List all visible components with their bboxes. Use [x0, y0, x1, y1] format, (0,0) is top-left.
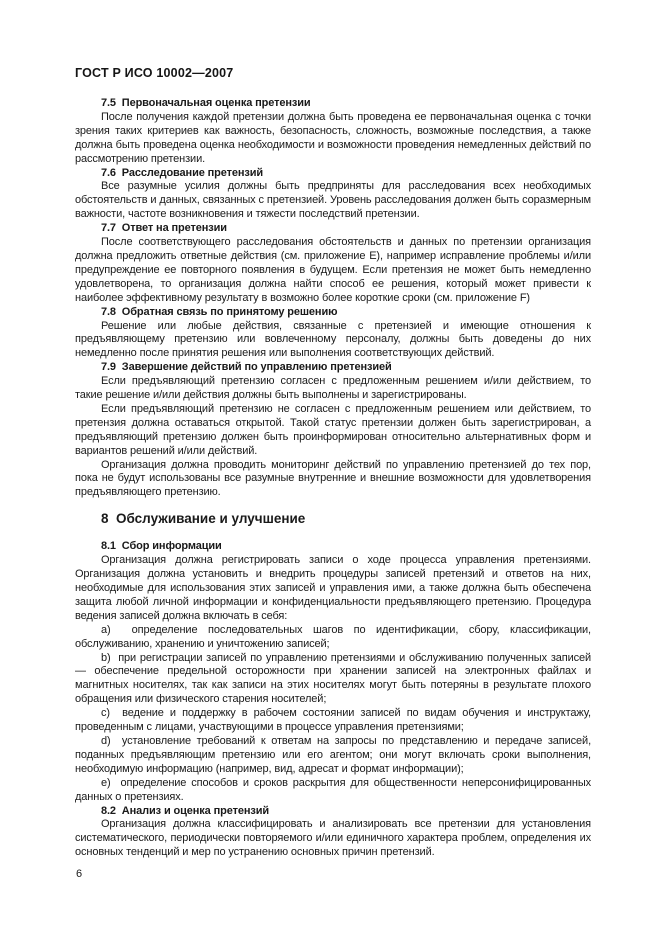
body-paragraph: После соответствующего расследования обстоятельств и данных по претензии организация должна предложить ответные действия (см. приложение E), например исправление проблемы и/или предупреждение ее повторного появления в будущем. Если претензия не может быть немедленно удовлетворена, то организация должна найти способ ее решения, который может привести к наиболее эффективному результату в возможно более короткие сроки (см. приложение F)	[75, 236, 591, 304]
body-paragraph: Если предъявляющий претензию согласен с предложенным решением и/или действием, то такие решение и/или действия должны быть выполнены и зарегистрированы.	[75, 375, 591, 402]
body-paragraph: e) определение способов и сроков раскрытия для общественности неперсонифицированных данных о претензиях.	[75, 776, 591, 803]
page-number: 6	[76, 868, 83, 881]
body-paragraph: a) определение последовательных шагов по идентификации, сбору, классификации, обслуживанию, хранению и уничтожению записей;	[75, 623, 591, 650]
body-paragraph: Организация должна проводить мониторинг действий по управлению претензией до тех пор, пока не будут использованы все разумные внутренние и внешние возможности для удовлетворения предъявляющего претензию.	[75, 458, 591, 499]
body-paragraph: c) ведение и поддержку в рабочем состоянии записей по видам обучения и инструктажу, проведенным с лицами, участвующими в процессе управления претензиями;	[75, 707, 591, 734]
section-title: 8 Обслуживание и улучшение	[101, 511, 306, 527]
body-paragraph: Организация должна классифицировать и анализировать все претензии для установления систематического, периодически повторяемого и/или единичного характера проблем, определения их основных тенденций и мер по устранению основных причин претензий.	[75, 818, 591, 859]
body-paragraph: Все разумные усилия должны быть предприняты для расследования всех необходимых обстоятельств и данных, связанных с претензией. Уровень расследования должен быть соразмерным важности, частоте возникновения и тяжести последствий претензии.	[75, 180, 591, 221]
body-paragraph: Организация должна регистрировать записи о ходе процесса управления претензиями. Организация должна установить и внедрить процедуры записей претензий и ответов на них, необходимые для использования этих записей и управления ими, а также должна быть обеспечена защита любой личной информации и конфиденциальности предъявляющего претензию. Процедура ведения записей должна включать в себя:	[75, 554, 591, 622]
clause-heading: 7.6 Расследование претензий	[101, 166, 264, 179]
clause-heading: 7.8 Обратная связь по принятому решению	[101, 305, 338, 318]
body-paragraph: b) при регистрации записей по управлению претензиями и обслуживанию полученных записей — обеспечение предельной осторожности при хранении записей на электронных файлах и магнитных носителях, так как записи на этих носителях могут быть потеряны в результате плохого обращения или физического старения носителей;	[75, 651, 591, 706]
clause-heading: 8.2 Анализ и оценка претензий	[101, 804, 270, 817]
body-paragraph: После получения каждой претензии должна быть проведена ее первоначальная оценка с точки зрения таких критериев как важность, безопасность, сложность, возможные последствия, а также должна быть проведена оценка необходимости и возможности проведения немедленных действий по рассмотрению претензии.	[75, 110, 591, 165]
clause-heading: 7.7 Ответ на претензии	[101, 222, 227, 235]
body-paragraph: d) установление требований к ответам на запросы по представлению и передаче записей, поданных предъявляющим претензию или его агентом; они могут включать сроки выполнения, необходимую информацию (например, вид, адресат и формат информации);	[75, 734, 591, 775]
clause-heading: 7.9 Завершение действий по управлению претензией	[101, 361, 392, 374]
clause-heading: 7.5 Первоначальная оценка претензии	[101, 97, 311, 109]
body-paragraph: Если предъявляющий претензию не согласен с предложенным решением или действием, то претензия должна оставаться открытой. Такой статус претензии должен быть зарегистрирован, а предъявляющий претензию должен быть проинформирован относительно альтернативных форм и вариантов решений и/или действий.	[75, 402, 591, 457]
document-content	[75, 97, 591, 860]
clause-heading: 8.1 Сбор информации	[101, 540, 222, 553]
document-title: ГОСТ Р ИСО 10002—2007	[75, 66, 234, 80]
body-paragraph: Решение или любые действия, связанные с претензией и имеющие отношения к предъявляющему претензию или вовлеченному персоналу, должны быть доведены до них немедленно после принятия решения или выполнения соответствующих действий.	[75, 319, 591, 360]
